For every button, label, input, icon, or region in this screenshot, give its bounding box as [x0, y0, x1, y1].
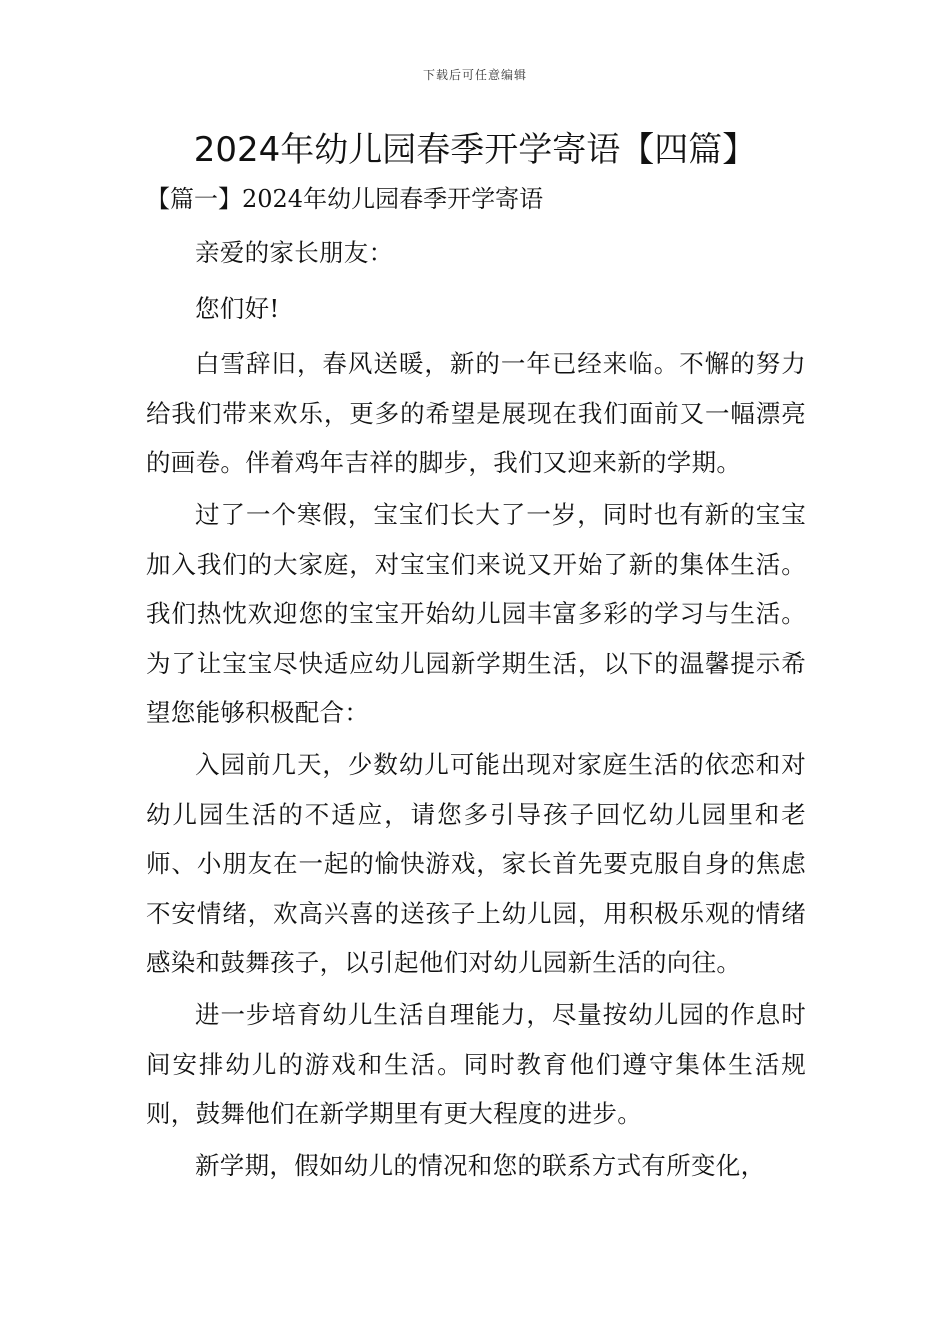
- document-body: [146, 228, 806, 1192]
- greeting-paragraph: 亲爱的家长朋友：: [195, 238, 394, 267]
- header-note: 下载后可任意编辑: [422, 68, 527, 82]
- body-paragraph: 白雪辞旧，春风送暖，新的一年已经来临。不懈的努力给我们带来欢乐，更多的希望是展现在我们面前又一幅漂亮的画卷。伴着鸡年吉祥的脚步，我们又迎来新的学期。: [146, 349, 806, 478]
- body-paragraph: 过了一个寒假，宝宝们长大了一岁，同时也有新的宝宝加入我们的大家庭，对宝宝们来说又开始了新的集体生活。我们热忱欢迎您的宝宝开始幼儿园丰富多彩的学习与生活。为了让宝宝尽快适应幼儿园新学期生活，以下的温馨提示希望您能够积极配合：: [146, 499, 806, 728]
- body-paragraph: 进一步培育幼儿生活自理能力，尽量按幼儿园的作息时间安排幼儿的游戏和生活。同时教育他们遵守集体生活规则，鼓舞他们在新学期里有更大程度的进步。: [146, 999, 806, 1129]
- document-title: 2024年幼儿园春季开学寄语【四篇】: [193, 130, 757, 170]
- salutation-paragraph: 您们好!: [195, 293, 280, 323]
- body-paragraph: 入园前几天，少数幼儿可能出现对家庭生活的依恋和对幼儿园生活的不适应，请您多引导孩子回忆幼儿园里和老师、小朋友在一起的愉快游戏，家长首先要克服自身的焦虑不安情绪，欢高兴喜的送孩子上幼儿园，用积极乐观的情绪感染和鼓舞孩子，以引起他们对幼儿园新生活的向往。: [146, 749, 806, 978]
- body-paragraph: 新学期，假如幼儿的情况和您的联系方式有所变化，: [195, 1150, 766, 1180]
- section-heading: 【篇一】2024年幼儿园春季开学寄语: [146, 185, 544, 213]
